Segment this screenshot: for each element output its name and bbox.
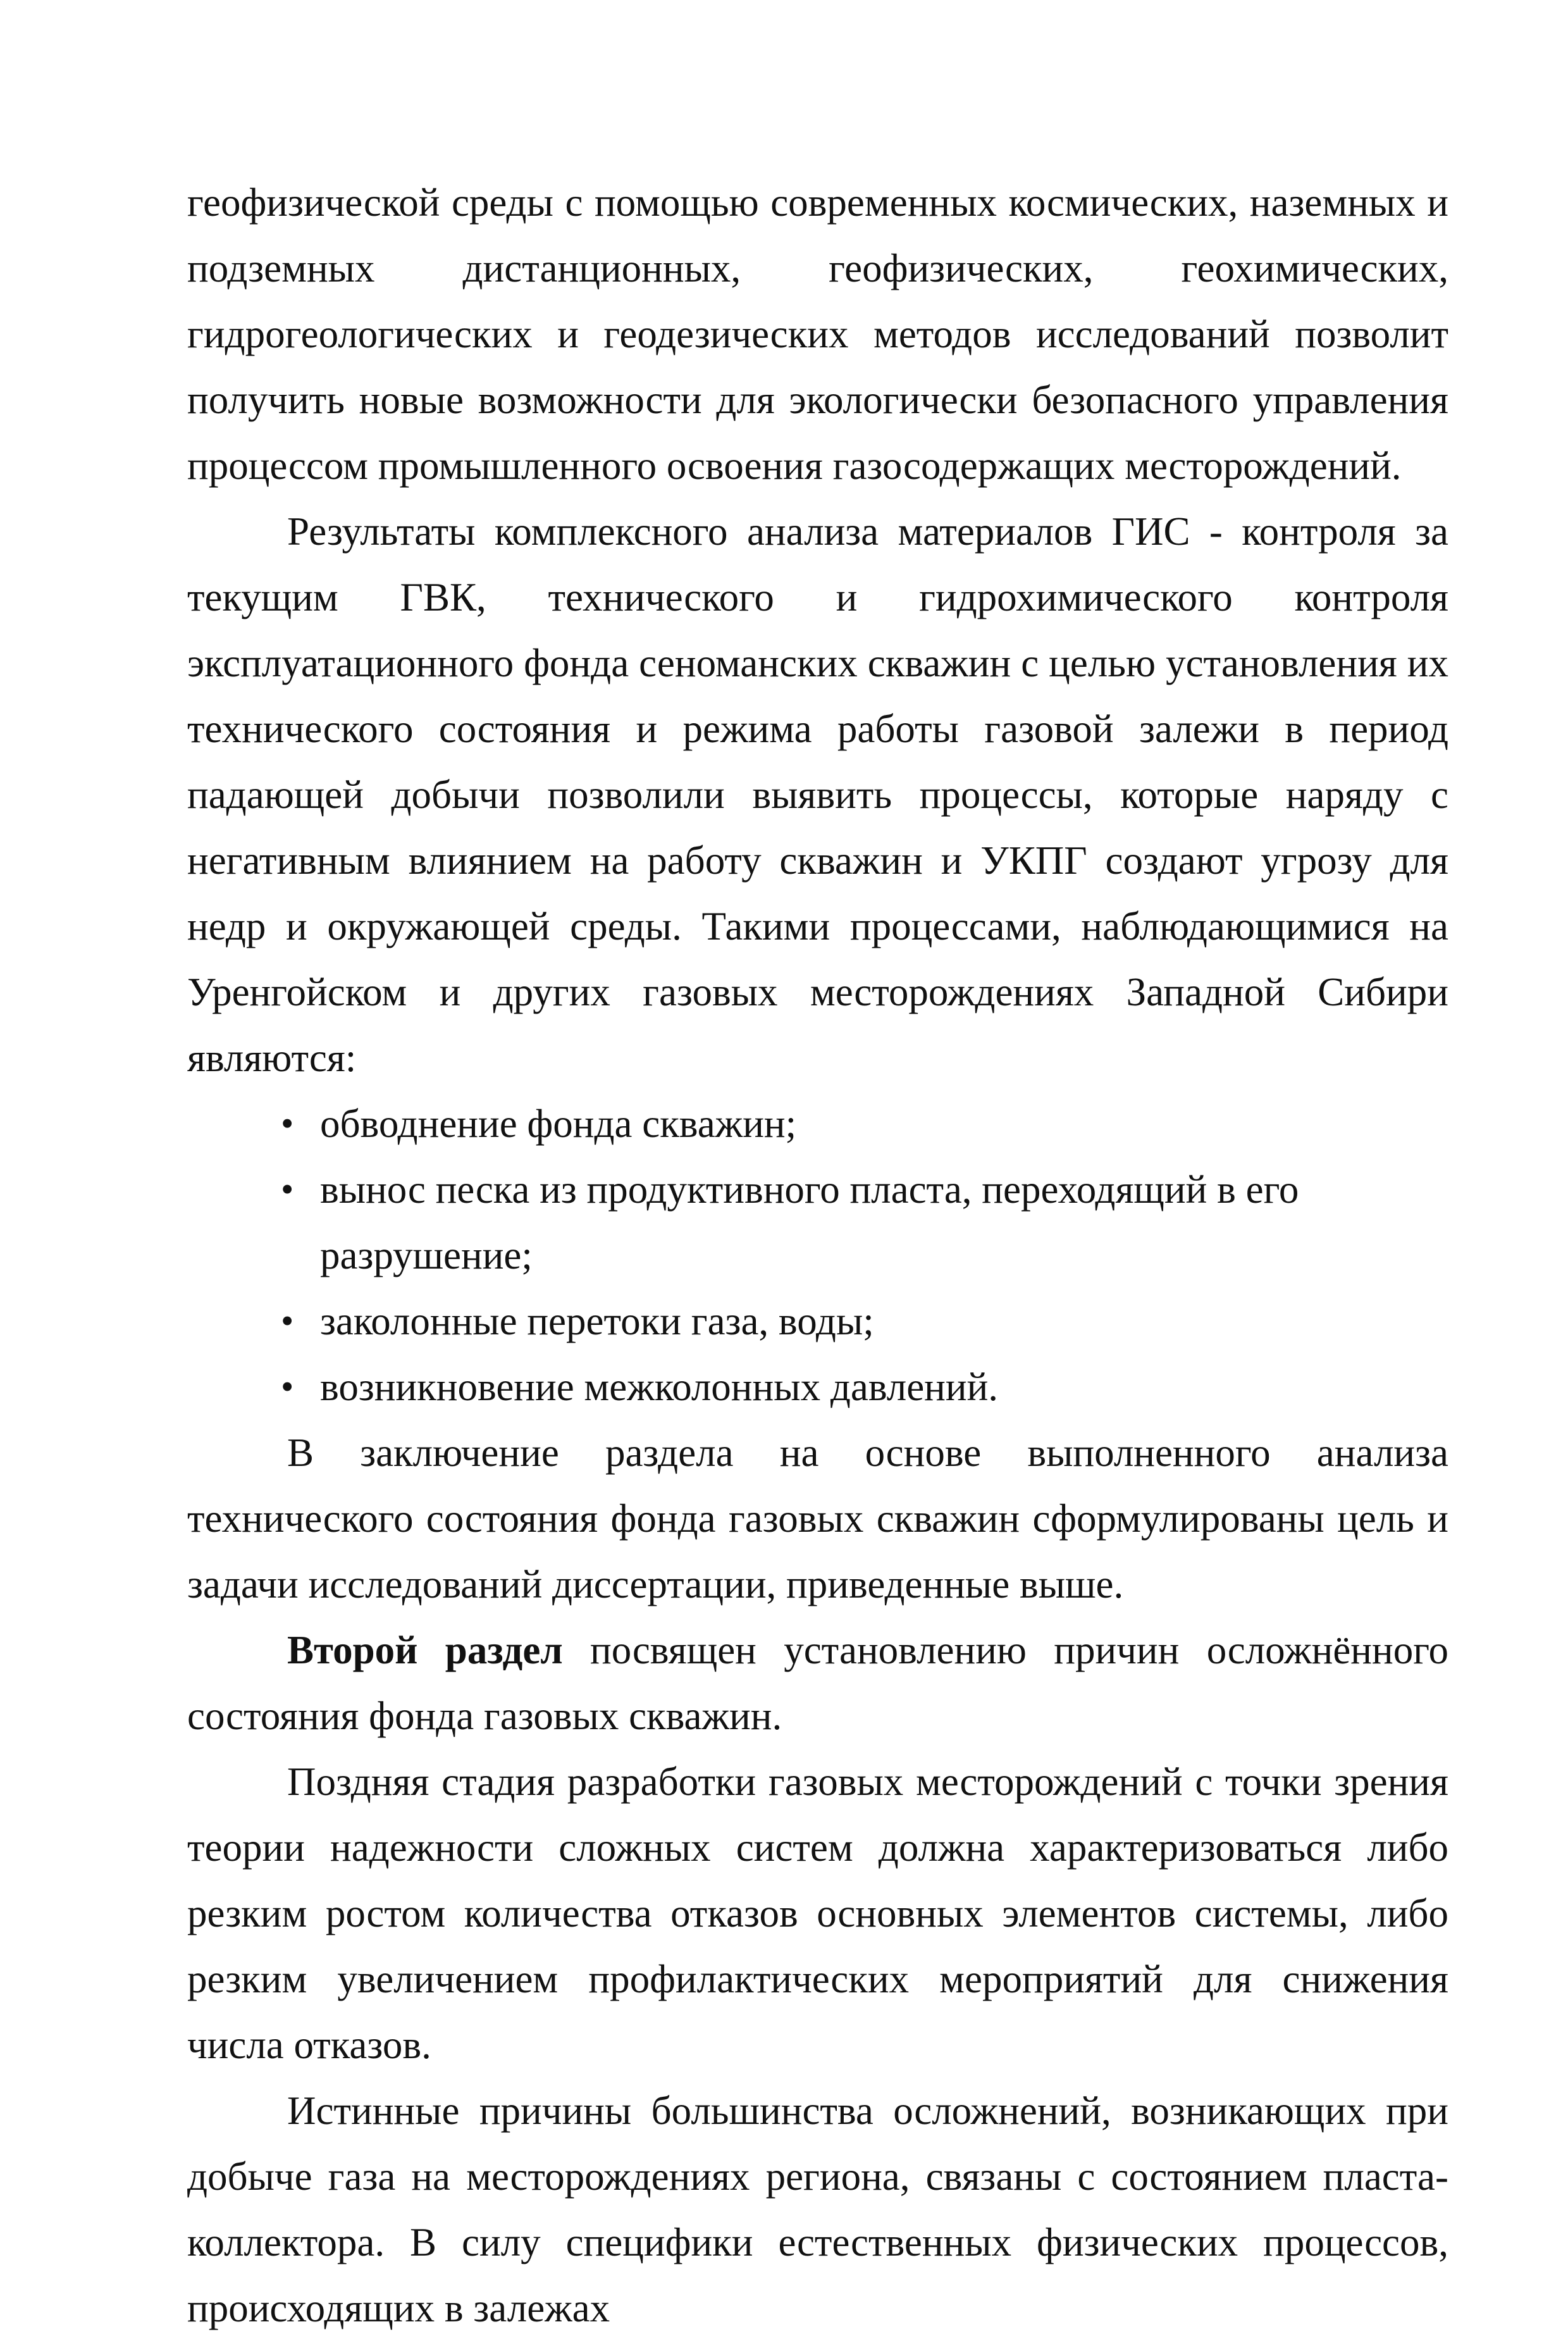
bullet-icon: • [281,1169,294,1210]
paragraph-2: Результаты комплексного анализа материалов ГИС - контроля за текущим ГВК, технического и гидрохимического контроля эксплуатационного фонда сеноманских скважин с целью установления их технического состояния и режима работы газовой залежи в период падающей добычи позволили выявить процессы, которые наряду с негативным влиянием на работу скважин и УКПГ создают угрозу для недр и окружающей среды. Такими процессами, наблюдающимися на Уренгойском и других газовых месторождениях Западной Сибири являются: [187,509,1448,1080]
list-item [187,1091,1448,1157]
list-item-text: заколонные перетоки газа, воды; [320,1299,874,1343]
bullet-list [187,1091,1448,1420]
paragraph-1: геофизической среды с помощью современных космических, наземных и подземных дистанционных, геофизических, геохимических, гидрогеологических и геодезических методов исследований позволит получить новые возможности для экологически безопасного управления процессом промышленного освоения газосодержащих месторождений. [187,180,1448,488]
section-heading-inline: Второй раздел [287,1628,563,1672]
paragraph-4-text: посвящен установлению причин осложнённого состояния фонда газовых скважин. [187,1628,1448,1738]
list-item [187,1354,1448,1420]
bullet-icon: • [281,1300,294,1341]
list-item [187,1157,1448,1288]
document-page [187,170,1448,2341]
paragraph-3: В заключение раздела на основе выполненного анализа технического состояния фонда газовых скважин сформулированы цель и задачи исследований диссертации, приведенные выше. [187,1431,1448,1606]
list-item-text: вынос песка из продуктивного пласта, переходящий в его разрушение; [320,1167,1299,1277]
bullet-icon: • [281,1366,294,1407]
paragraph-5: Поздняя стадия разработки газовых месторождений с точки зрения теории надежности сложных систем должна характеризоваться либо резким ростом количества отказов основных элементов системы, либо резким увеличением профилактических мероприятий для снижения числа отказов. [187,1760,1448,2067]
list-item-text: обводнение фонда скважин; [320,1102,797,1146]
list-item-text: возникновение межколонных давлений. [320,1365,999,1409]
list-item [187,1288,1448,1354]
paragraph-4 [187,1617,1448,1749]
paragraph-6: Истинные причины большинства осложнений, возникающих при добыче газа на месторождениях региона, связаны с состоянием пласта-коллектора. В силу специфики естественных физических процессов, происходящих в залежах [187,2089,1448,2330]
bullet-icon: • [281,1103,294,1144]
